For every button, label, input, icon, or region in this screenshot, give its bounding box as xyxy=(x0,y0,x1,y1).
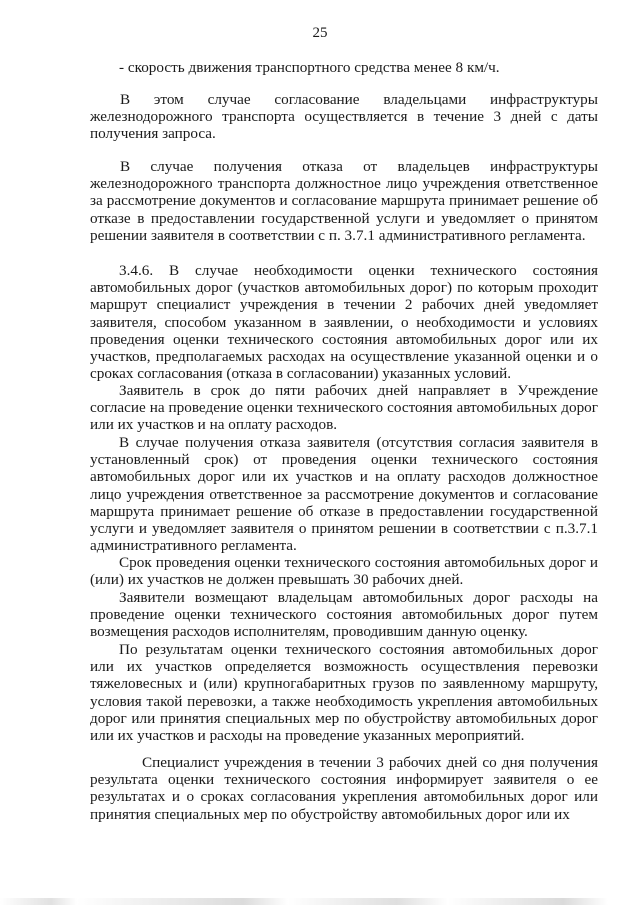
paragraph-cost-reimbursement: Заявители возмещают владельцам автомобильных дорог расходы на проведение оценки технического состояния автомобильных дорог путем возмещения расходов исполнителям, проводившим данную оценку. xyxy=(90,589,598,641)
paragraph-speed-condition: - скорость движения транспортного средства менее 8 км/ч. xyxy=(119,59,500,76)
paragraph-assessment-results: По результатам оценки технического состояния автомобильных дорог или их участков определяется возможность осуществления перевозки тяжеловесных и (или) крупногабаритных грузов по заявленному маршруту, условия такой перевозки, а также необходимость укрепления автомобильных дорог или принятия специальных мер по обустройству автомобильных дорог или их участков и расходы на проведение указанных мероприятий. xyxy=(90,641,598,745)
paragraph-railway-refusal: В случае получения отказа от владельцев инфраструктуры железнодорожного транспорта должностное лицо учреждения ответственное за рассмотрение документов и согласование маршрута принимает решение об отказе в предоставлении государственной услуги и уведомляет о принятом решении заявителя в соответствии с п. 3.7.1 административного регламента. xyxy=(90,158,598,244)
paragraph-applicant-consent: Заявитель в срок до пяти рабочих дней направляет в Учреждение согласие на проведение оценки технического состояния автомобильных дорог или их участков и на оплату расходов. xyxy=(90,382,598,434)
paragraph-3-4-6: 3.4.6. В случае необходимости оценки технического состояния автомобильных дорог (участков автомобильных дорог) по которым проходит маршрут специалист учреждения в течении 2 рабочих дней уведомляет заявителя, способом указанном в заявлении, о необходимости и условиях проведения оценки технического состояния автомобильных дорог или их участков, предполагаемых расходах на осуществление указанной оценки и о сроках согласования (отказа в согласовании) указанных условий. xyxy=(90,262,598,383)
paragraph-railway-approval: В этом случае согласование владельцами инфраструктуры железнодорожного транспорта осуществляется в течение 3 дней с даты получения запроса. xyxy=(90,91,598,143)
page-number: 25 xyxy=(312,25,328,41)
scan-artifact xyxy=(0,898,640,905)
paragraph-applicant-refusal: В случае получения отказа заявителя (отсутствия согласия заявителя в установленный срок) от проведения оценки технического состояния автомобильных дорог или их участков и на оплату расходов должностное лицо учреждения ответственное за рассмотрение документов и согласование маршрута принимает решение об отказе в предоставлении государственной услуги и уведомляет заявителя о принятом решении в соответствии с п.3.7.1 административного регламента. xyxy=(90,434,598,555)
paragraph-assessment-term: Срок проведения оценки технического состояния автомобильных дорог и (или) их участков не должен превышать 30 рабочих дней. xyxy=(90,554,598,589)
paragraph-specialist-informs: Специалист учреждения в течении 3 рабочих дней со дня получения результата оценки технического состояния информирует заявителя о ее результатах и о сроках согласования укрепления автомобильных дорог или принятия специальных мер по обустройству автомобильных дорог или их xyxy=(90,754,598,823)
